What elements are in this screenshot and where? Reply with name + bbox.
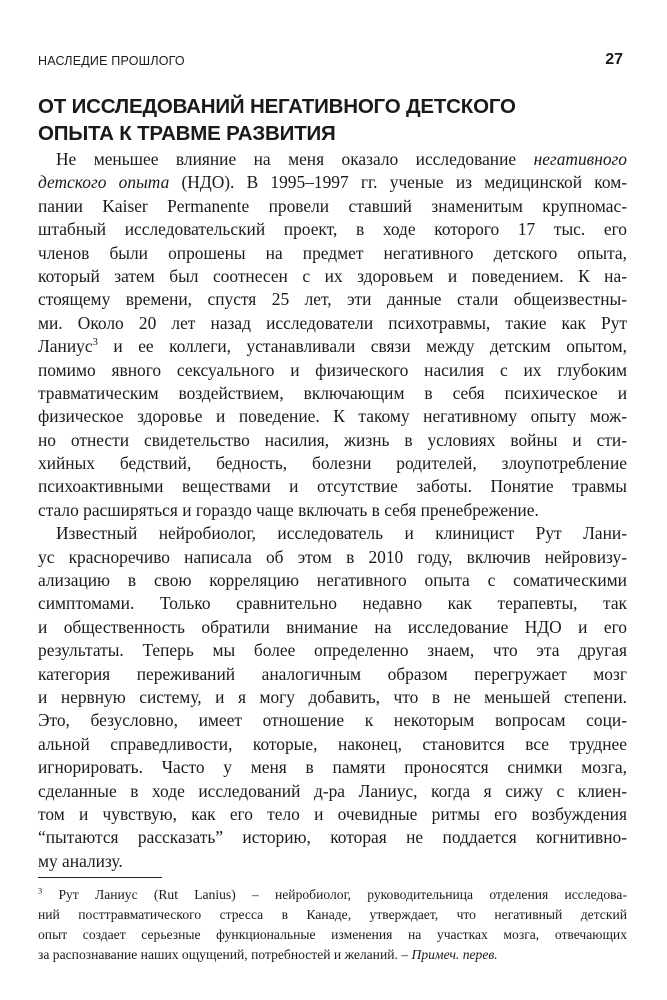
translator-note: Примеч. перев. — [411, 947, 498, 962]
body-text — [38, 148, 627, 873]
text-line: стоящему времени, спустя 25 лет, эти данные стали общеизвестны- — [38, 289, 627, 310]
text-segment: и ее коллеги, устанавливали связи между детским опытом, — [97, 336, 627, 357]
footnote-line: ний посттравматического стресса в Канаде, утверждает, что негативный детский — [38, 907, 627, 922]
text-segment: Рут Ланиус (Rut Lanius) – нейробиолог, руководительница отделения исследова- — [42, 887, 627, 902]
text-line: результаты. Теперь мы более определенно знаем, что эта другая — [38, 640, 627, 661]
text-line: ус красноречиво написала об этом в 2010 году, включив нейровизу- — [38, 546, 627, 567]
running-head — [38, 52, 627, 72]
footnote-line — [38, 885, 627, 905]
text-line: альной справедливости, которые, наконец, становится все труднее — [38, 733, 627, 754]
paragraph-2 — [38, 522, 627, 873]
footnote-reference[interactable]: 3 — [92, 336, 98, 349]
italic-term: детского опыта — [38, 172, 170, 193]
text-segment: Ланиус — [38, 336, 93, 357]
text-line: “пытаются рассказать” историю, которая не поддается когнитивно- — [38, 827, 627, 848]
italic-term: негативного — [533, 149, 627, 169]
footnote-line — [38, 945, 627, 965]
section-heading-line-2: ОПЫТА К ТРАВМЕ РАЗВИТИЯ — [38, 122, 336, 145]
section-heading — [38, 93, 627, 147]
text-line: физическое здоровье и поведение. К такому негативному опыту мож- — [38, 406, 627, 427]
text-line — [38, 335, 627, 358]
text-line: му анализу. — [38, 850, 123, 871]
page-number: 27 — [605, 51, 623, 68]
text-line: игнорировать. Часто у меня в памяти проносятся снимки мозга, — [38, 757, 627, 778]
text-line: членов были опрошены на предмет негативного детского опыта, — [38, 242, 627, 263]
text-line: пании Kaiser Permanente провели ставший знаменитым крупномас- — [38, 195, 627, 216]
paragraph-1 — [38, 148, 627, 522]
footnote — [38, 885, 627, 965]
text-line: Это, безусловно, имеет отношение к некоторым вопросам соци- — [38, 710, 627, 731]
text-segment: (НДО). В 1995–1997 гг. ученые из медицинской ком- — [169, 172, 627, 193]
text-line: ализацию в свою корреляцию негативного опыта с соматическими — [38, 570, 627, 591]
text-line: помимо явного сексуального и физического насилия с их глубоким — [38, 359, 627, 380]
text-segment: Не меньшее влияние на меня оказало исследование — [56, 149, 534, 169]
footnote-mark: 3 — [38, 885, 43, 896]
footnote-divider — [38, 877, 162, 878]
text-line: Известный нейробиолог, исследователь и клиницист Рут Лани- — [56, 523, 627, 544]
running-title: НАСЛЕДИЕ ПРОШЛОГО — [38, 54, 185, 68]
text-segment: за распознавание наших ощущений, потребностей и желаний. – — [38, 947, 412, 962]
text-line — [38, 148, 627, 171]
text-line: сделанные в ходе исследований д-ра Ланиус, когда я сижу с клиен- — [38, 780, 627, 801]
text-line: категория переживаний аналогичным образом перегружает мозг — [38, 663, 627, 684]
text-line: ми. Около 20 лет назад исследователи психотравмы, такие как Рут — [38, 312, 627, 333]
text-line: и общественность обратили внимание на исследование НДО и его — [38, 616, 627, 637]
section-heading-line-1: ОТ ИССЛЕДОВАНИЙ НЕГАТИВНОГО ДЕТСКОГО — [38, 95, 516, 118]
text-line: стало расширяться и гораздо чаще включать в себя пренебрежение. — [38, 499, 539, 520]
text-line: который затем был соотнесен с их здоровьем и поведением. К на- — [38, 265, 627, 286]
text-line: симптомами. Только сравнительно недавно как терапевты, так — [38, 593, 627, 614]
text-line: том и чувствую, как его тело и очевидные ритмы его возбуждения — [38, 803, 627, 824]
footnote-line: опыт создает серьезные функциональные изменения на участках мозга, отвечающих — [38, 927, 627, 942]
text-line: хийных бедствий, бедность, болезни родителей, злоупотребление — [38, 453, 627, 474]
text-line: но отнести свидетельство насилия, жизнь в условиях войны и сти- — [38, 429, 627, 450]
text-line — [38, 171, 627, 194]
text-line: штабный исследовательский проект, в ходе которого 17 тыс. его — [38, 219, 627, 240]
text-line: травматическим воздействием, включающим в себя психическое и — [38, 382, 627, 403]
text-line: и нервную систему, и я могу добавить, что в не меньшей степени. — [38, 686, 627, 707]
text-line: психоактивными веществами и отсутствие заботы. Понятие травмы — [38, 476, 627, 497]
